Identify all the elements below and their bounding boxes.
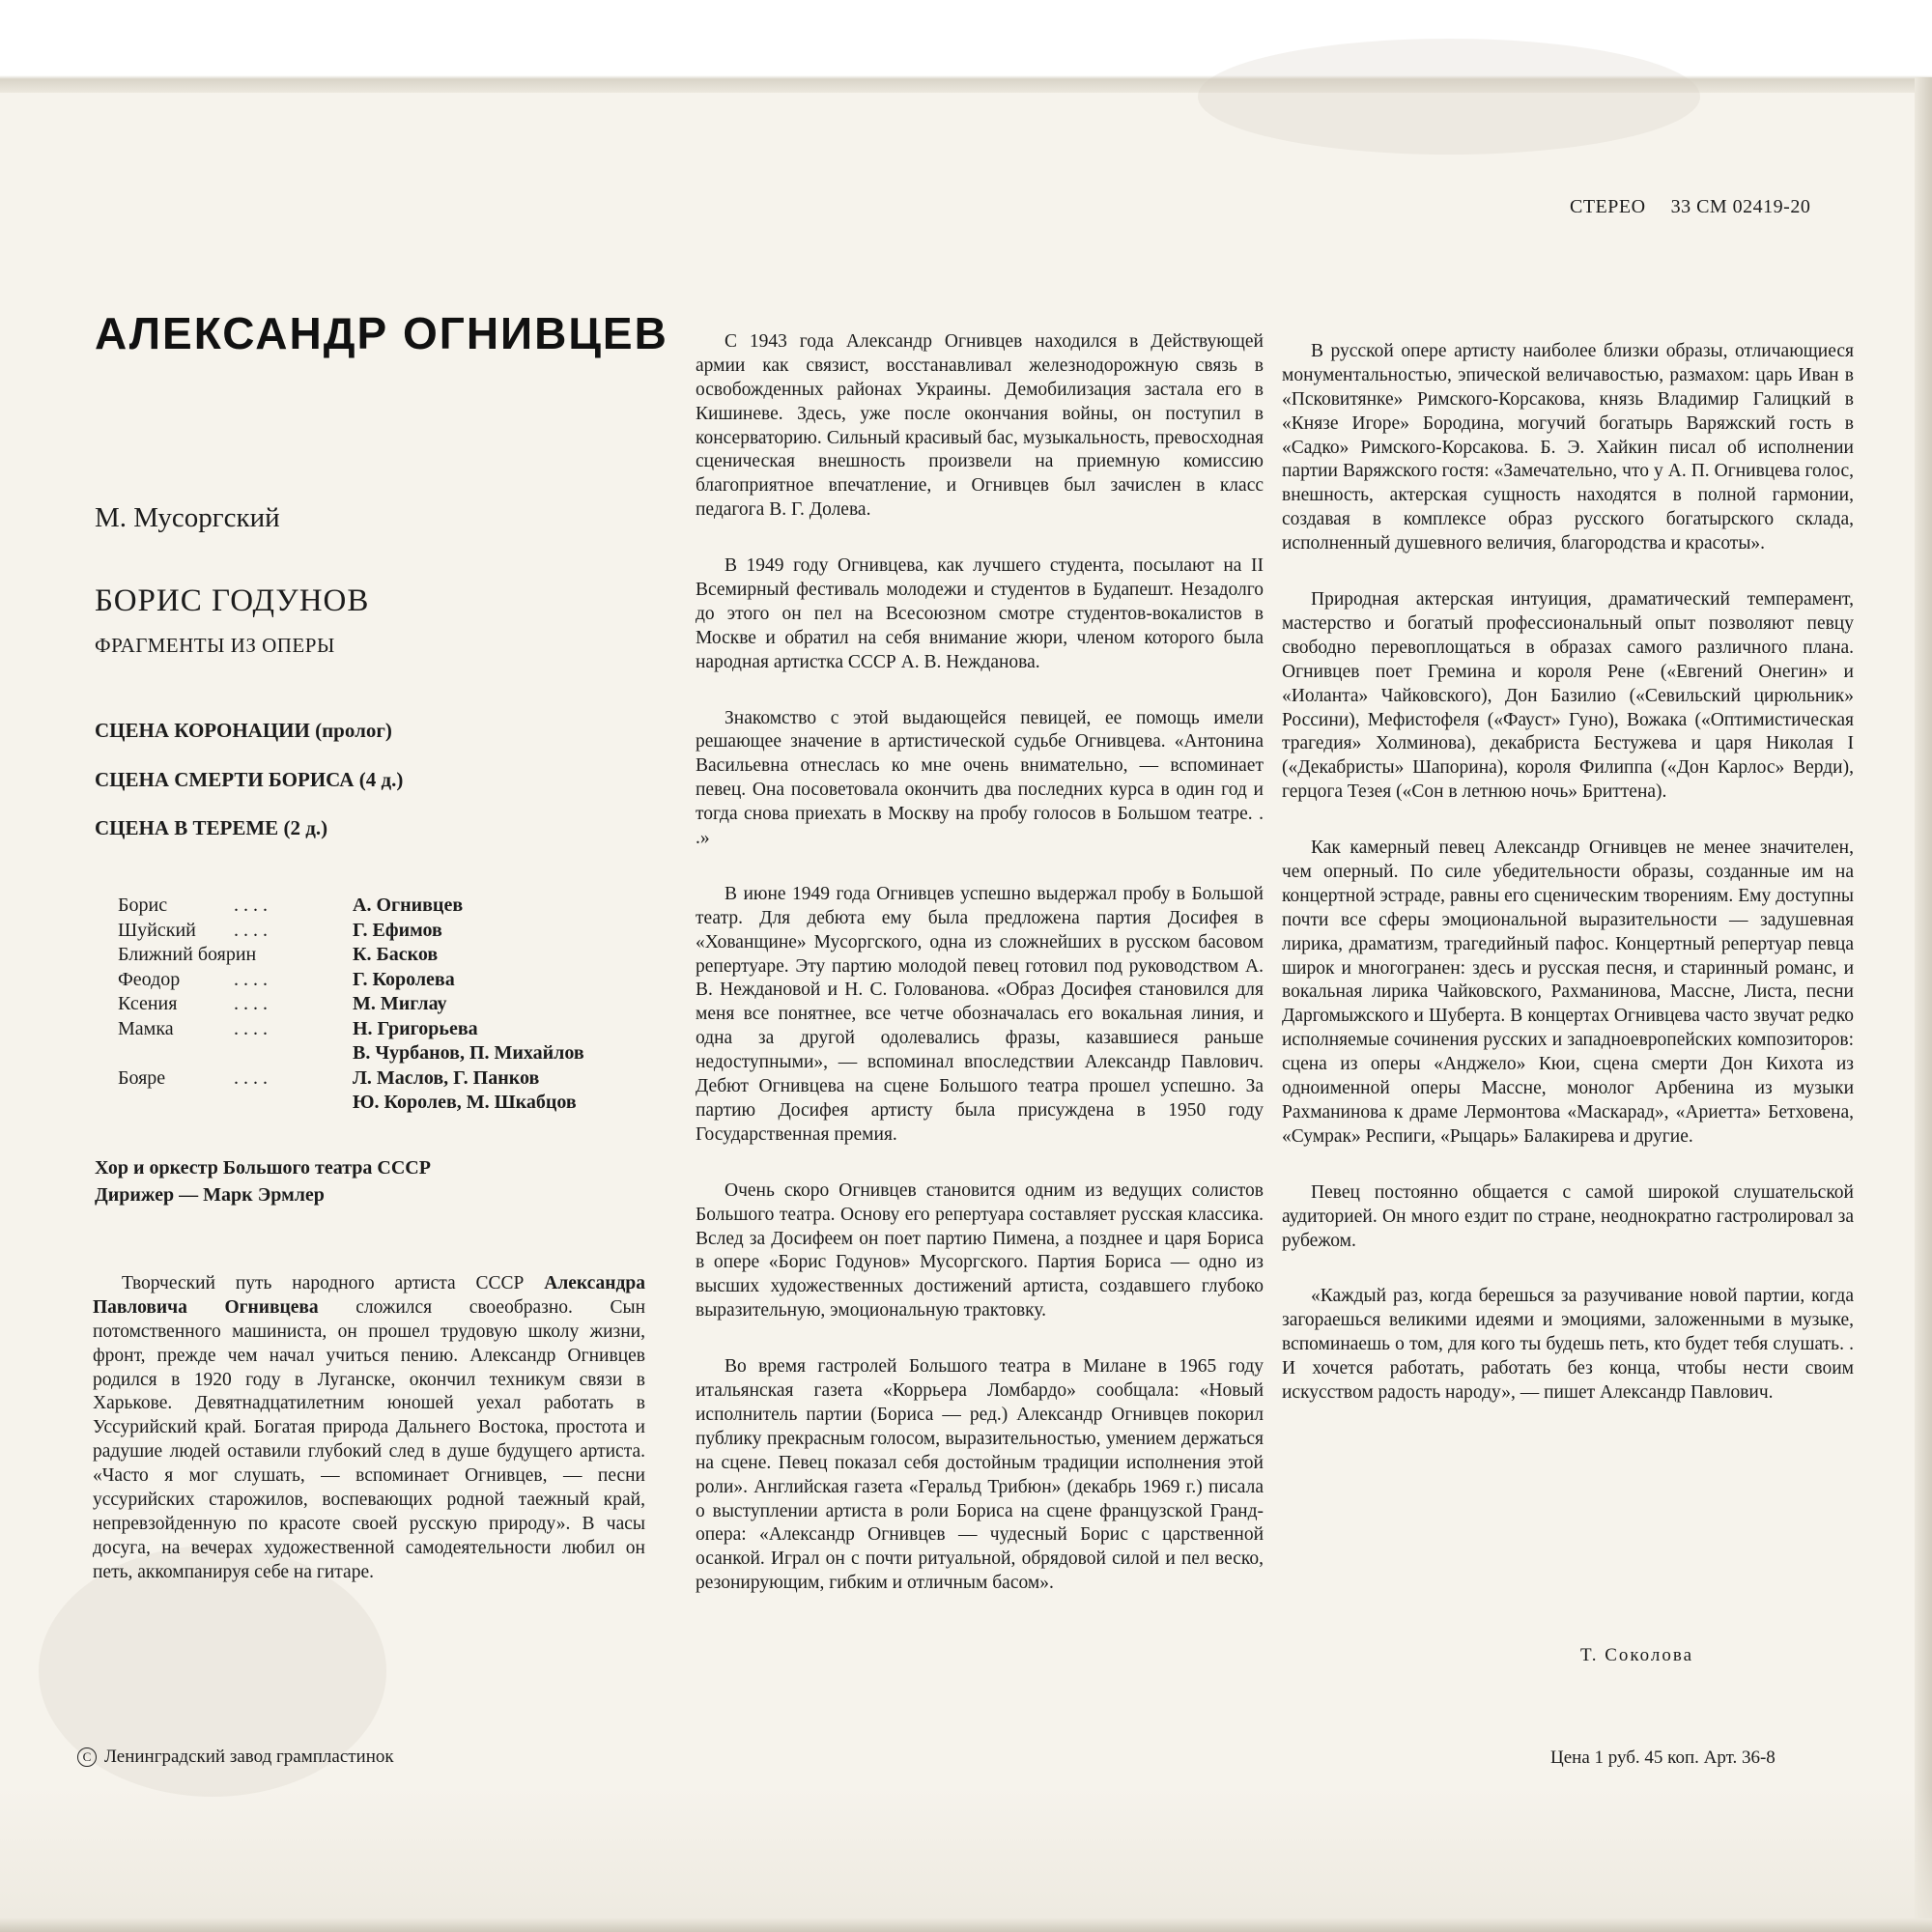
artist-name: АЛЕКСАНДР ОГНИВЦЕВ — [95, 308, 668, 358]
cast-row — [118, 943, 659, 968]
opera-subtitle: ФРАГМЕНТЫ ИЗ ОПЕРЫ — [95, 634, 335, 657]
cast-dots: .... — [234, 993, 272, 1014]
scene-note: (пролог) — [315, 719, 392, 742]
cast-role: Шуйский — [118, 919, 196, 941]
bio-paragraph: Природная актерская интуиция, драматический темперамент, мастерство и богатый профессиональный опыт позволяют певцу свободно перевоплощаться в образах самого различного плана. Огнивцев поет Гремина и короля Рене («Евгений Онегин» и «Иоланта» Чайковского), Дон Базилио («Севильский цирюльник» Россини), Мефистофеля («Фауст» Гуно), Вожака («Оптимистическая трагедия» Холминова), декабриста Бестужева и царя Николая I («Декабристы» Шапорина), короля Филиппа («Дон Карлос» Верди), герцога Тезея («Сон в летнюю ночь» Бриттена). — [1282, 588, 1854, 803]
cast-performer: В. Чурбанов, П. Михайлов — [353, 1042, 584, 1064]
bio-paragraph — [93, 1272, 645, 1585]
cast-performer: Г. Королева — [353, 968, 455, 990]
sleeve-bottom-fold — [0, 1787, 1932, 1932]
cast-role: Феодор — [118, 968, 181, 990]
bio-paragraph: Певец постоянно общается с самой широкой слушательской аудиторией. Он много ездит по стране, неоднократно гастролировал за рубежом. — [1282, 1181, 1854, 1251]
cast-dots: .... — [234, 1066, 272, 1089]
bio-text: сложился своеобразно. Сын потомственного машиниста, он прошел трудовую школу жизни, фронт, прежде чем начал учиться пению. Александр Огнивцев родился в 1920 году в Луганске, окончил техникум связи в Харькове. Девятнадцатилетним юношей уехал работать в Уссурийский край. Богатая природа Дальнего Востока, простота и радушие людей оставили глубокий след в душе будущего артиста. «Часто я мог слушать, — вспоминает Огнивцев, — песни уссурийских старожилов, воспевающих родной таежный край, непревзойденную по красоте своей русскую природу». В часы досуга, на вечерах художественной самодеятельности любил он петь, аккомпанируя себе на гитаре. — [93, 1296, 646, 1582]
cast-dots: .... — [234, 1017, 272, 1039]
conductor-credit: Дирижер — Марк Эрмлер — [95, 1184, 325, 1206]
cast-performer: М. Миглау — [353, 993, 447, 1014]
cast-role: Ближний боярин — [118, 944, 257, 965]
cast-dots: .... — [234, 968, 272, 990]
article-author: Т. Соколова — [1580, 1645, 1694, 1665]
bio-paragraph: «Каждый раз, когда берешься за разучивание новой партии, когда загораешься великими идеями и эмоциями, заложенными в музыке, вспоминаешь о том, для кого ты будешь петь, кто будет тебя слушать. . И хочется работать, работать без конца, чтобы нести своим искусством радость народу», — пишет Александр Павлович. — [1282, 1286, 1854, 1403]
copyright-icon: C — [77, 1747, 97, 1767]
cast-row-boyars — [118, 1041, 659, 1116]
scene-item — [95, 719, 392, 743]
cast-role: Борис — [118, 895, 168, 916]
bio-paragraph: В 1949 году Огнивцева, как лучшего студента, посылают на II Всемирный фестиваль молодежи и студентов в Будапешт. Незадолго до этого он пел на Всесоюзном смотре студентов-вокалистов в Москве и обратил на себя внимание жюри, членом которого была народная артистка СССР А. В. Нежданова. — [696, 555, 1264, 672]
scene-title: СЦЕНА В ТЕРЕМЕ — [95, 816, 279, 839]
scene-item — [95, 768, 403, 792]
opera-title: БОРИС ГОДУНОВ — [95, 583, 370, 618]
cast-performer: А. Огнивцев — [353, 895, 464, 916]
catalog-number — [1570, 196, 1810, 218]
cast-role: Ксения — [118, 993, 178, 1014]
sleeve-right-edge — [1915, 77, 1932, 1932]
cast-row — [118, 894, 659, 919]
bio-column-1 — [93, 1248, 645, 1617]
bio-paragraph: Как камерный певец Александр Огнивцев не менее значителен, чем оперный. По силе убедительности образы, созданные им на концертной эстраде, равны его сценическим творениям. Ему доступны почти все сферы эмоциональной выразительности — задушевная лирика, драматизм, трагедийный пафос. Концертный репертуар певца широк и многогранен: здесь и русская песня, и старинный романс, и вокальная лирика Чайковского, Рахманинова, Массне, Листа, песни Даргомыжского и Шуберта. В концертах Огнивцева часто звучат редко исполняемые сочинения русских и западноевропейских композиторов: сцена из оперы «Анджело» Кюи, сцена смерти Дон Кихота из одноименной оперы Массне, монолог Арбенина из музыки Рахманинова к драме Лермонтова «Маскарад», «Ариетта» Бетховена, «Сумрак» Респиги, «Рыцарь» Балакирева и другие. — [1282, 838, 1854, 1147]
cast-dots: .... — [234, 919, 272, 941]
cast-row — [118, 1017, 659, 1042]
bio-column-3 — [1282, 316, 1854, 1437]
cast-performer: Н. Григорьева — [353, 1017, 478, 1039]
cast-row — [118, 992, 659, 1017]
bio-paragraph: Очень скоро Огнивцев становится одним из ведущих солистов Большого театра. Основу его репертуара составляет русская классика. Вслед за Досифеем он поет партию Пимена, а позднее и царя Бориса в опере «Борис Годунов» Мусоргского. Партия Бориса — одно из высших художественных достижений артиста, создавшего глубоко выразительную, эмоциональную трактовку. — [696, 1179, 1264, 1321]
scene-item — [95, 816, 327, 840]
bio-paragraph: Знакомство с этой выдающейся певицей, ее помощь имели решающее значение в артистической судьбе Огнивцева. «Антонина Васильевна отнеслась ко мне очень внимательно, — вспоминает певец. Она посоветовала окончить два последних курса в один год и тогда снова приехать в Москву на пробу голосов в Большом театре. . .» — [696, 707, 1264, 849]
cast-performer: К. Басков — [353, 944, 439, 965]
price-line: Цена 1 руб. 45 коп. Арт. 36-8 — [1550, 1747, 1776, 1768]
cast-performer: Л. Маслов, Г. Панков — [353, 1066, 540, 1089]
cast-role: Бояре — [118, 1066, 166, 1089]
scene-title: СЦЕНА КОРОНАЦИИ — [95, 719, 310, 742]
stereo-label: СТЕРЕО — [1570, 196, 1646, 217]
scene-note: (4 д.) — [358, 768, 404, 791]
bio-paragraph: В июне 1949 года Огнивцев успешно выдержал пробу в Большой театр. Для дебюта ему была предложена партия Досифея в «Хованщине» Мусоргского, одна из сложнейших в русском басовом репертуаре. Эту партию молодой певец готовил под руководством А. В. Неждановой и Н. С. Голованова. «Образ Досифея становился для меня все понятнее, все четче обозначалась его вокальная линия, и одна за другой одолевались фразы, казавшиеся раньше недоступными», — вспоминал впоследствии Александр Павлович. Дебют Огнивцева на сцене Большого театра прошел успешно. За партию Досифея артисту была присуждена в 1950 году Государственная премия. — [696, 883, 1264, 1145]
scene-title: СЦЕНА СМЕРТИ БОРИСА — [95, 768, 355, 791]
cast-performer: Ю. Королев, М. Шкабцов — [353, 1092, 577, 1113]
copyright-text: Ленинградский завод грампластинок — [104, 1747, 394, 1767]
cast-role: Мамка — [118, 1017, 174, 1039]
bio-paragraph: Во время гастролей Большого театра в Милане в 1965 году итальянская газета «Коррьера Ломбардо» сообщала: «Новый исполнитель партии (Бориса — ред.) Александр Огнивцев покорил публику прекрасным голосом, выразительностью, умением держаться на сцене. Певец показал себя достойным традиции исполнения этой роли». Английская газета «Геральд Трибюн» (декабрь 1969 г.) писала о выступлении артиста в роли Бориса на сцене французской Гранд-опера: «Александр Огнивцев — чудесный Борис с царственной осанкой. Играл он с почти ритуальной, обрядовой силой и пел веско, резонирующим, гибким и отличным басом». — [696, 1356, 1264, 1594]
cast-row — [118, 919, 659, 944]
bio-paragraph: С 1943 года Александр Огнивцев находился в Действующей армии как связист, восстанавливал железнодорожную связь в освобожденных районах Украины. Демобилизация застала его в Кишиневе. Здесь, уже после окончания войны, он поступил в консерваторию. Сильный красивый бас, музыкальность, превосходная сценическая внешность произвели на приемную комиссию благоприятное впечатление, и Огнивцев был зачислен в класс педагога В. Г. Долева. — [696, 330, 1264, 521]
cast-list — [118, 894, 659, 1116]
sleeve-bottom-edge — [0, 1918, 1932, 1932]
copyright-line — [77, 1747, 394, 1768]
cast-dots: .... — [234, 895, 272, 916]
bio-column-2 — [696, 306, 1264, 1628]
cast-performer: Г. Ефимов — [353, 919, 442, 941]
composer-name: М. Мусоргский — [95, 502, 280, 533]
wear-mark — [1198, 39, 1700, 155]
scene-note: (2 д.) — [283, 816, 328, 839]
credits — [95, 1154, 431, 1208]
cast-row — [118, 968, 659, 993]
bio-text: Творческий путь народного артиста СССР — [122, 1272, 545, 1293]
chorus-credit: Хор и оркестр Большого театра СССР — [95, 1157, 431, 1179]
bio-text-bold: Александра Павловича Огнивцева — [93, 1272, 645, 1318]
catalog-code: 33 СМ 02419-20 — [1670, 196, 1811, 217]
bio-paragraph: В русской опере артисту наиболее близки образы, отличающиеся монументальностью, эпической величавостью, размахом: царь Иван в «Псковитянке» Римского-Корсакова, князь Владимир Галицкий в «Князе Игоре» Бородина, могучий богатырь Варяжский гость в «Садко» Римского-Корсакова. Б. Э. Хайкин писал об исполнении партии Варяжского гостя: «Замечательно, что у А. П. Огнивцева голос, внешность, актерская сущность находятся в полной гармонии, создавая в комплексе образ русского богатырского склада, исполненный душевного величия, благородства и красоты». — [1282, 340, 1854, 554]
